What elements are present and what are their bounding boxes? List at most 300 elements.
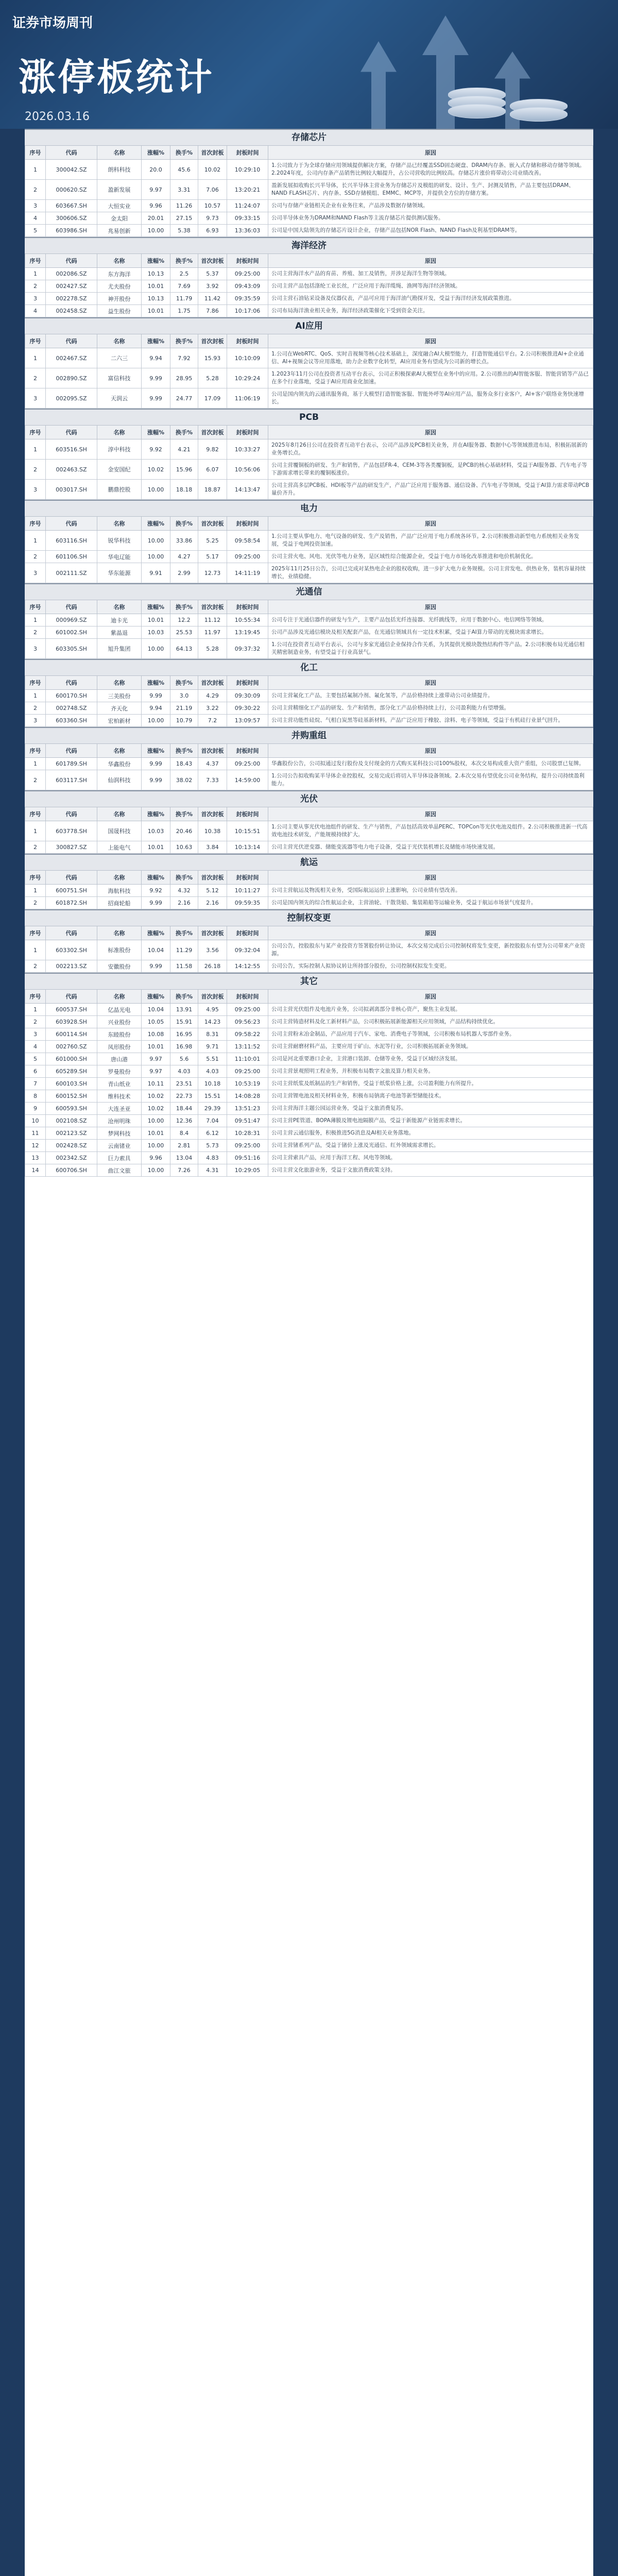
column-header: 代码 [46,990,97,1004]
stock-code: 603516.SH [46,439,97,460]
turnover-pct: 22.73 [170,1090,198,1103]
stock-name: 淳中科技 [97,439,142,460]
stock-name: 迪卡光 [97,614,142,626]
limit-up-table [25,425,593,500]
table-row [25,960,593,973]
turnover-pct: 10.79 [170,715,198,727]
column-header: 序号 [25,334,46,348]
first-seal: 4.03 [198,1065,227,1078]
first-seal: 5.37 [198,268,227,280]
table-row [25,180,593,200]
table-row [25,563,593,583]
stock-code: 600537.SH [46,1004,97,1016]
rise-pct: 10.01 [142,305,170,317]
first-seal: 5.28 [198,368,227,388]
table-row [25,305,593,317]
column-header: 换手% [170,676,198,690]
seal-time: 10:53:19 [227,1078,268,1090]
table-header-row [25,517,593,531]
table-row [25,1115,593,1127]
column-header: 封板时间 [227,334,268,348]
column-header: 首次封板 [198,146,227,160]
reason-text: 公司主营PE管道、BOPA薄膜及锂电池隔膜产品，受益于新能源产业链需求增长。 [268,1115,593,1127]
turnover-pct: 4.32 [170,885,198,897]
column-header: 序号 [25,744,46,758]
row-index: 2 [25,180,46,200]
column-header: 原因 [268,600,593,614]
table-row [25,293,593,305]
page-title: 涨停板统计 [19,56,215,99]
reason-text: 公司与存储产业链相关企业有业务往来，产品涉及数据存储领域。 [268,200,593,212]
table-row [25,885,593,897]
rise-pct: 9.99 [142,690,170,702]
turnover-pct: 38.02 [170,770,198,790]
rise-pct: 10.04 [142,940,170,960]
stock-code: 002095.SZ [46,388,97,409]
row-index: 1 [25,690,46,702]
rise-pct: 10.00 [142,1164,170,1177]
column-header: 原因 [268,426,593,439]
stock-name: 梦网科技 [97,1127,142,1140]
reason-text: 公司主营高多层PCB板、HDI板等产品的研发生产，产品广泛应用于服务器、通信设备、汽车电子等领域，受益于AI算力需求带动PCB量价齐升。 [268,480,593,500]
row-index: 1 [25,885,46,897]
reason-text: 公司是国内领先的云通讯服务商，基于大模型打造智能客服、智能外呼等AI应用产品，服务众多行业客户，AI+客户联络业务快速增长。 [268,388,593,409]
column-header: 代码 [46,600,97,614]
first-seal: 3.22 [198,702,227,715]
header [0,0,618,129]
stock-name: 尤夫股份 [97,280,142,293]
stock-name: 齐天化 [97,702,142,715]
rising-arrows-coins-illustration [319,5,587,129]
column-header: 首次封板 [198,426,227,439]
turnover-pct: 3.0 [170,690,198,702]
stock-name: 兆易创新 [97,225,142,237]
reason-text: 1.公司在投资者互动平台表示，公司与多家光通信企业保持合作关系，为其提供光模块散热结构件等产品。2.公司积极布局光通信相关精密制造业务，有望受益于行业高景气。 [268,639,593,659]
turnover-pct: 7.26 [170,1164,198,1177]
turnover-pct: 18.43 [170,758,198,770]
seal-time: 09:59:35 [227,897,268,909]
column-header: 名称 [97,871,142,885]
column-header: 名称 [97,254,142,268]
column-header: 涨幅% [142,254,170,268]
column-header: 名称 [97,334,142,348]
reason-text: 公司主营景观照明工程业务，并积极布局数字文旅及算力相关业务。 [268,1065,593,1078]
stock-code: 002428.SZ [46,1140,97,1152]
column-header: 原因 [268,517,593,531]
stock-name: 益生股份 [97,305,142,317]
table-row [25,280,593,293]
table-header-row [25,146,593,160]
column-header: 代码 [46,254,97,268]
table-row [25,770,593,790]
turnover-pct: 4.03 [170,1065,198,1078]
turnover-pct: 27.15 [170,212,198,225]
seal-time: 10:29:05 [227,1164,268,1177]
column-header: 原因 [268,990,593,1004]
turnover-pct: 2.99 [170,563,198,583]
stock-code: 002427.SZ [46,280,97,293]
stock-code: 000620.SZ [46,180,97,200]
column-header: 序号 [25,807,46,821]
seal-time: 10:17:06 [227,305,268,317]
first-seal: 5.73 [198,1140,227,1152]
stock-name: 旭升集团 [97,639,142,659]
row-index: 1 [25,348,46,368]
seal-time: 13:36:03 [227,225,268,237]
seal-time: 09:37:32 [227,639,268,659]
turnover-pct: 23.51 [170,1078,198,1090]
turnover-pct: 4.27 [170,551,198,563]
column-header: 封板时间 [227,807,268,821]
table-row [25,1164,593,1177]
row-index: 1 [25,439,46,460]
column-header: 代码 [46,676,97,690]
seal-time: 13:51:23 [227,1103,268,1115]
limit-up-table [25,334,593,409]
turnover-pct: 28.95 [170,368,198,388]
stock-code: 600706.SH [46,1164,97,1177]
seal-time: 09:25:00 [227,758,268,770]
stock-name: 盈新发展 [97,180,142,200]
turnover-pct: 15.96 [170,460,198,480]
column-header: 序号 [25,600,46,614]
column-header: 原因 [268,676,593,690]
column-header: 原因 [268,871,593,885]
table-header-row [25,254,593,268]
column-header: 首次封板 [198,926,227,940]
stock-code: 002467.SZ [46,348,97,368]
table-row [25,702,593,715]
reason-text: 2025年11月25日公告，公司已完成对某热电企业的股权收购，进一步扩大电力业务规模。公司主营发电、供热业务，装机容量持续增长，业绩稳健。 [268,563,593,583]
column-header: 序号 [25,426,46,439]
first-seal: 7.2 [198,715,227,727]
column-header: 换手% [170,990,198,1004]
table-row [25,1090,593,1103]
reason-text: 公司布局海洋渔业相关业务，海洋经济政策催化下受到资金关注。 [268,305,593,317]
stock-name: 唐山港 [97,1053,142,1065]
rise-pct: 10.00 [142,551,170,563]
reason-text: 公司产品涉及光通信模块及相关配套产品，在光通信领域具有一定技术积累，受益于AI算力带动的光模块需求增长。 [268,626,593,639]
first-seal: 10.02 [198,160,227,180]
seal-time: 13:19:45 [227,626,268,639]
turnover-pct: 5.38 [170,225,198,237]
stock-name: 国晟科技 [97,821,142,841]
column-header: 原因 [268,744,593,758]
table-row [25,225,593,237]
stock-code: 605289.SH [46,1065,97,1078]
table-header-row [25,871,593,885]
column-header: 涨幅% [142,990,170,1004]
row-index: 3 [25,715,46,727]
stock-code: 603116.SH [46,531,97,551]
stock-name: 招商轮船 [97,897,142,909]
column-header: 首次封板 [198,676,227,690]
stock-name: 沧州明珠 [97,1115,142,1127]
seal-time: 09:58:22 [227,1028,268,1041]
column-header: 首次封板 [198,600,227,614]
row-index: 9 [25,1103,46,1115]
row-index: 12 [25,1140,46,1152]
table-row [25,758,593,770]
column-header: 封板时间 [227,254,268,268]
stock-name: 鹏鼎控股 [97,480,142,500]
row-index: 1 [25,940,46,960]
reason-text: 公司主营光伏组件及电池片业务，公司拟剥离部分非核心资产，聚焦主业发展。 [268,1004,593,1016]
stock-code: 002748.SZ [46,702,97,715]
section-title: 存储芯片 [25,129,593,145]
turnover-pct: 11.58 [170,960,198,973]
row-index: 1 [25,758,46,770]
section-title: 其它 [25,973,593,989]
first-seal: 4.31 [198,1164,227,1177]
row-index: 2 [25,841,46,854]
stock-name: 朗科科技 [97,160,142,180]
column-header: 代码 [46,926,97,940]
rise-pct: 9.99 [142,758,170,770]
first-seal: 5.28 [198,639,227,659]
stock-code: 002086.SZ [46,268,97,280]
rise-pct: 10.03 [142,626,170,639]
seal-time: 09:25:00 [227,268,268,280]
column-header: 序号 [25,926,46,940]
seal-time: 14:12:55 [227,960,268,973]
rise-pct: 20.0 [142,160,170,180]
stock-code: 002342.SZ [46,1152,97,1164]
rise-pct: 10.01 [142,841,170,854]
stock-name: 富信科技 [97,368,142,388]
first-seal: 17.09 [198,388,227,409]
row-index: 2 [25,960,46,973]
row-index: 3 [25,639,46,659]
column-header: 原因 [268,334,593,348]
rise-pct: 10.02 [142,1103,170,1115]
column-header: 首次封板 [198,807,227,821]
reason-text: 公司是河北重要港口企业，主营港口装卸、仓储等业务，受益于区域经济发展。 [268,1053,593,1065]
column-header: 封板时间 [227,146,268,160]
column-header: 名称 [97,990,142,1004]
rise-pct: 10.00 [142,531,170,551]
reason-text: 公司主营光伏逆变器、储能变流器等电力电子设备，受益于光伏装机增长及储能市场快速发展。 [268,841,593,854]
rise-pct: 9.99 [142,897,170,909]
row-index: 5 [25,1053,46,1065]
table-row [25,348,593,368]
stock-code: 000969.SZ [46,614,97,626]
table-row [25,626,593,639]
table-row [25,1053,593,1065]
turnover-pct: 18.44 [170,1103,198,1115]
rise-pct: 10.01 [142,1041,170,1053]
rise-pct: 9.97 [142,1065,170,1078]
table-row [25,1004,593,1016]
first-seal: 15.51 [198,1090,227,1103]
column-header: 名称 [97,807,142,821]
column-header: 涨幅% [142,926,170,940]
seal-time: 10:29:10 [227,160,268,180]
stock-name: 锐华科技 [97,531,142,551]
rise-pct: 9.99 [142,368,170,388]
reason-text: 公司主营精细化工产品的研发、生产和销售，部分化工产品价格持续上行，公司盈利能力有望增强。 [268,702,593,715]
limit-up-table [25,989,593,1177]
rise-pct: 9.97 [142,1053,170,1065]
rise-pct: 10.01 [142,614,170,626]
rise-pct: 9.92 [142,439,170,460]
seal-time: 11:10:01 [227,1053,268,1065]
column-header: 名称 [97,146,142,160]
column-header: 换手% [170,254,198,268]
table-row [25,1127,593,1140]
row-index: 4 [25,1041,46,1053]
turnover-pct: 5.6 [170,1053,198,1065]
stock-code: 603986.SH [46,225,97,237]
rise-pct: 10.01 [142,1127,170,1140]
first-seal: 5.51 [198,1053,227,1065]
row-index: 1 [25,821,46,841]
row-index: 13 [25,1152,46,1164]
reason-text: 公司主营石油钻采设备及仪器仪表，产品可应用于海洋油气勘探开发，受益于海洋经济发展政策推进。 [268,293,593,305]
limit-up-table [25,807,593,854]
table-row [25,1078,593,1090]
turnover-pct: 2.16 [170,897,198,909]
column-header: 代码 [46,871,97,885]
first-seal: 29.39 [198,1103,227,1115]
reason-text: 公司公告，实际控制人拟协议转让所持部分股份，公司控制权拟发生变更。 [268,960,593,973]
stock-name: 华鑫股份 [97,758,142,770]
stock-code: 600114.SH [46,1028,97,1041]
turnover-pct: 12.36 [170,1115,198,1127]
turnover-pct: 7.69 [170,280,198,293]
first-seal: 11.12 [198,614,227,626]
table-row [25,1103,593,1115]
column-header: 首次封板 [198,254,227,268]
column-header: 首次封板 [198,871,227,885]
seal-time: 11:24:07 [227,200,268,212]
stock-code: 300606.SZ [46,212,97,225]
seal-time: 11:06:19 [227,388,268,409]
stock-code: 600103.SH [46,1078,97,1090]
turnover-pct: 16.95 [170,1028,198,1041]
first-seal: 10.38 [198,821,227,841]
first-seal: 12.73 [198,563,227,583]
reason-text: 公司是国内领先的综合性航运企业，主营油轮、干散货船、集装箱船等运输业务，受益于航运市场景气度提升。 [268,897,593,909]
row-index: 2 [25,702,46,715]
column-header: 代码 [46,426,97,439]
row-index: 7 [25,1078,46,1090]
stock-code: 603302.SH [46,940,97,960]
seal-time: 14:11:19 [227,563,268,583]
first-seal: 9.71 [198,1041,227,1053]
column-header: 涨幅% [142,146,170,160]
reason-text: 公司主营耐磨材料产品，主要应用于矿山、水泥等行业，公司积极拓展新业务领域。 [268,1041,593,1053]
reason-text: 公司主营锗系列产品，受益于锗价上涨及光通信、红外领域需求增长。 [268,1140,593,1152]
rise-pct: 10.00 [142,715,170,727]
limit-up-tables [25,129,593,2576]
column-header: 序号 [25,676,46,690]
table-row [25,480,593,500]
rise-pct: 10.13 [142,293,170,305]
first-seal: 15.93 [198,348,227,368]
stock-name: 维科技术 [97,1090,142,1103]
stock-name: 凤形股份 [97,1041,142,1053]
column-header: 涨幅% [142,871,170,885]
limit-up-table [25,516,593,583]
column-header: 换手% [170,334,198,348]
seal-time: 14:59:00 [227,770,268,790]
stock-code: 601002.SH [46,626,97,639]
row-index: 2 [25,770,46,790]
limit-up-table [25,253,593,317]
seal-time: 10:10:09 [227,348,268,368]
table-row [25,460,593,480]
rise-pct: 9.96 [142,200,170,212]
column-header: 序号 [25,254,46,268]
column-header: 涨幅% [142,744,170,758]
table-row [25,1016,593,1028]
turnover-pct: 33.86 [170,531,198,551]
reason-text: 1.公司主要从事电力、电气设备的研发、生产及销售，产品广泛应用于电力系统各环节。2.公司积极推动新型电力系统相关业务发展，受益于电网投资加速。 [268,531,593,551]
row-index: 2 [25,368,46,388]
column-header: 原因 [268,926,593,940]
turnover-pct: 7.92 [170,348,198,368]
table-header-row [25,334,593,348]
row-index: 2 [25,626,46,639]
first-seal: 3.92 [198,280,227,293]
row-index: 2 [25,460,46,480]
column-header: 封板时间 [227,926,268,940]
stock-code: 300827.SZ [46,841,97,854]
rise-pct: 10.00 [142,1115,170,1127]
column-header: 封板时间 [227,744,268,758]
row-index: 8 [25,1090,46,1103]
column-header: 原因 [268,807,593,821]
seal-time: 13:09:57 [227,715,268,727]
column-header: 序号 [25,517,46,531]
first-seal: 6.12 [198,1127,227,1140]
table-row [25,897,593,909]
brand-logo-text: 证券市场周刊 [12,15,93,31]
column-header: 换手% [170,146,198,160]
turnover-pct: 8.4 [170,1127,198,1140]
column-header: 封板时间 [227,990,268,1004]
seal-time: 09:43:09 [227,280,268,293]
table-row [25,715,593,727]
column-header: 代码 [46,146,97,160]
table-header-row [25,600,593,614]
first-seal: 8.31 [198,1028,227,1041]
first-seal: 5.17 [198,551,227,563]
stock-name: 巨力索具 [97,1152,142,1164]
column-header: 首次封板 [198,744,227,758]
column-header: 名称 [97,426,142,439]
reason-text: 盈新发展拟收购长兴半导体，长兴半导体主营业务为存储芯片及模组的研发、设计、生产、封测及销售，产品主要包括DRAM、NAND FLASH芯片、内存条、SSD存储模组、EMMC、MCP等，并提供全方位的存储方案。 [268,180,593,200]
table-row [25,160,593,180]
table-row [25,690,593,702]
column-header: 换手% [170,871,198,885]
reason-text: 公司公告，控股股东与某产业投资方签署股份转让协议，本次交易完成后公司控制权将发生变更，新控股股东有望为公司带来产业资源。 [268,940,593,960]
turnover-pct: 25.53 [170,626,198,639]
seal-time: 09:32:04 [227,940,268,960]
rise-pct: 10.00 [142,225,170,237]
limit-up-table [25,743,593,790]
column-header: 封板时间 [227,600,268,614]
rise-pct: 10.05 [142,1016,170,1028]
table-row [25,821,593,841]
column-header: 封板时间 [227,676,268,690]
column-header: 换手% [170,744,198,758]
stock-name: 海航科技 [97,885,142,897]
stock-name: 三美股份 [97,690,142,702]
reason-text: 公司主营铸造材料及化工新材料产品，公司积极拓展新能源相关应用领域，产品结构持续优化。 [268,1016,593,1028]
seal-time: 09:25:00 [227,1140,268,1152]
